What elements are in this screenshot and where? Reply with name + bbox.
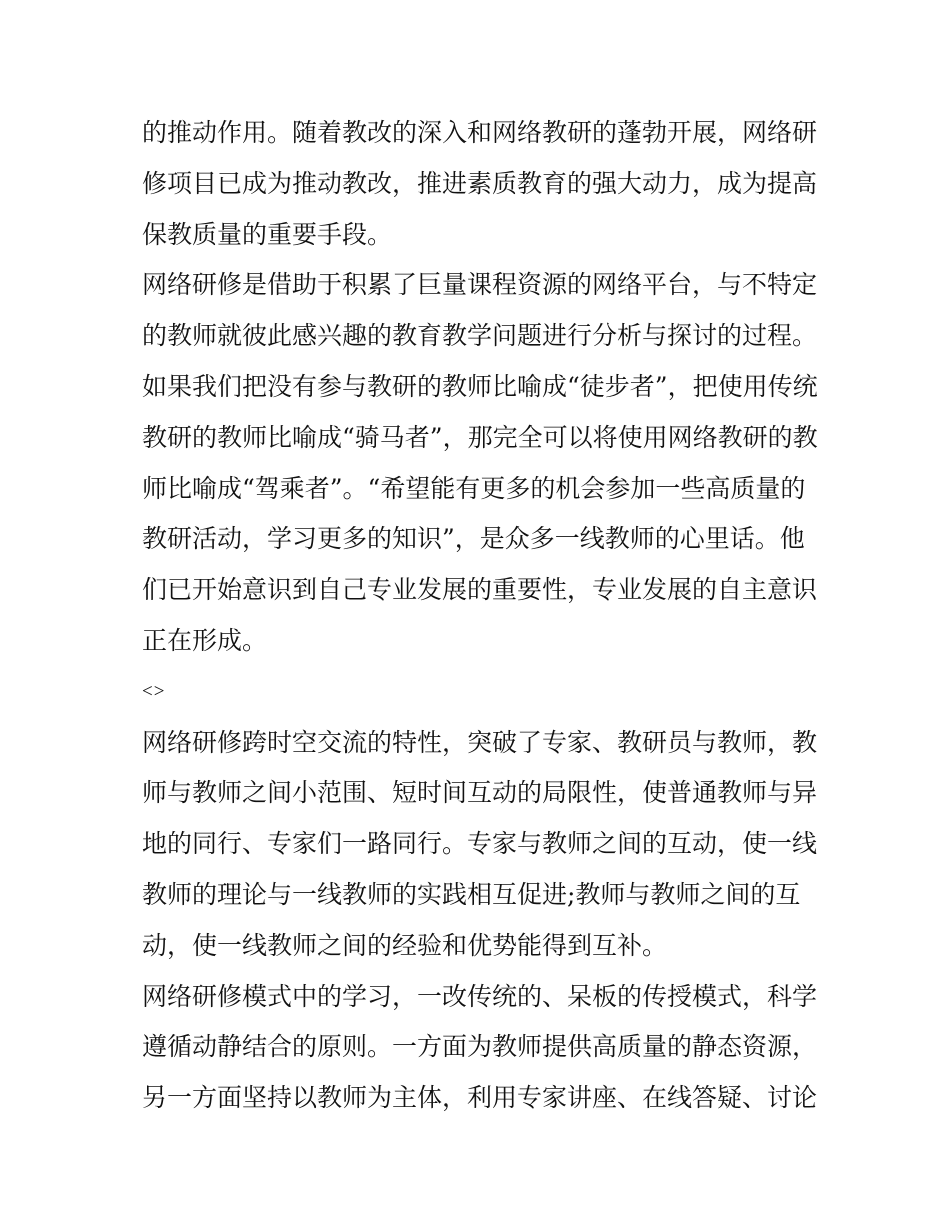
text-line: 地的同行、专家们一路同行。专家与教师之间的互动，使一线 bbox=[142, 829, 818, 859]
text-line: 师与教师之间小范围、短时间互动的局限性，使普通教师与异 bbox=[142, 778, 818, 808]
paragraph-3 bbox=[142, 718, 822, 972]
section-marker: <> bbox=[142, 680, 166, 702]
paragraph-4 bbox=[142, 972, 822, 1124]
paragraph-2 bbox=[142, 260, 822, 666]
text-line: 们已开始意识到自己专业发展的重要性，专业发展的自主意识 bbox=[142, 575, 818, 605]
text-line: 修项目已成为推动教改，推进素质教育的强大动力，成为提高 bbox=[142, 168, 818, 198]
text-line: 的推动作用。随着教改的深入和网络教研的蓬勃开展，网络研 bbox=[142, 118, 818, 147]
text-line: 保教质量的重要手段。 bbox=[142, 219, 393, 249]
text-line: 遵循动静结合的原则。一方面为教师提供高质量的静态资源， bbox=[142, 1032, 818, 1062]
text-line: 另一方面坚持以教师为主体，利用专家讲座、在线答疑、讨论 bbox=[142, 1083, 818, 1113]
text-line: 网络研修模式中的学习，一改传统的、呆板的传授模式，科学 bbox=[142, 981, 818, 1011]
paragraph-1 bbox=[142, 108, 822, 260]
text-line: 正在形成。 bbox=[142, 625, 268, 655]
text-line: 教师的理论与一线教师的实践相互促进;教师与教师之间的互 bbox=[142, 879, 801, 909]
text-line: 教研的教师比喻成“骑马者”，那完全可以将使用网络教研的教 bbox=[142, 422, 818, 452]
text-line: 网络研修跨时空交流的特性，突破了专家、教研员与教师，教 bbox=[142, 727, 818, 757]
text-line: 教研活动，学习更多的知识”，是众多一线教师的心里话。他 bbox=[142, 524, 805, 554]
text-line: 动，使一线教师之间的经验和优势能得到互补。 bbox=[142, 930, 668, 960]
text-line: 网络研修是借助于积累了巨量课程资源的网络平台，与不特定 bbox=[142, 270, 818, 300]
text-line: 如果我们把没有参与教研的教师比喻成“徒步者”，把使用传统 bbox=[142, 371, 818, 401]
text-line: 师比喻成“驾乘者”。“希望能有更多的机会参加一些高质量的 bbox=[142, 473, 806, 503]
text-line: 的教师就彼此感兴趣的教育教学问题进行分析与探讨的过程。 bbox=[142, 321, 818, 351]
document-body bbox=[142, 108, 822, 1124]
